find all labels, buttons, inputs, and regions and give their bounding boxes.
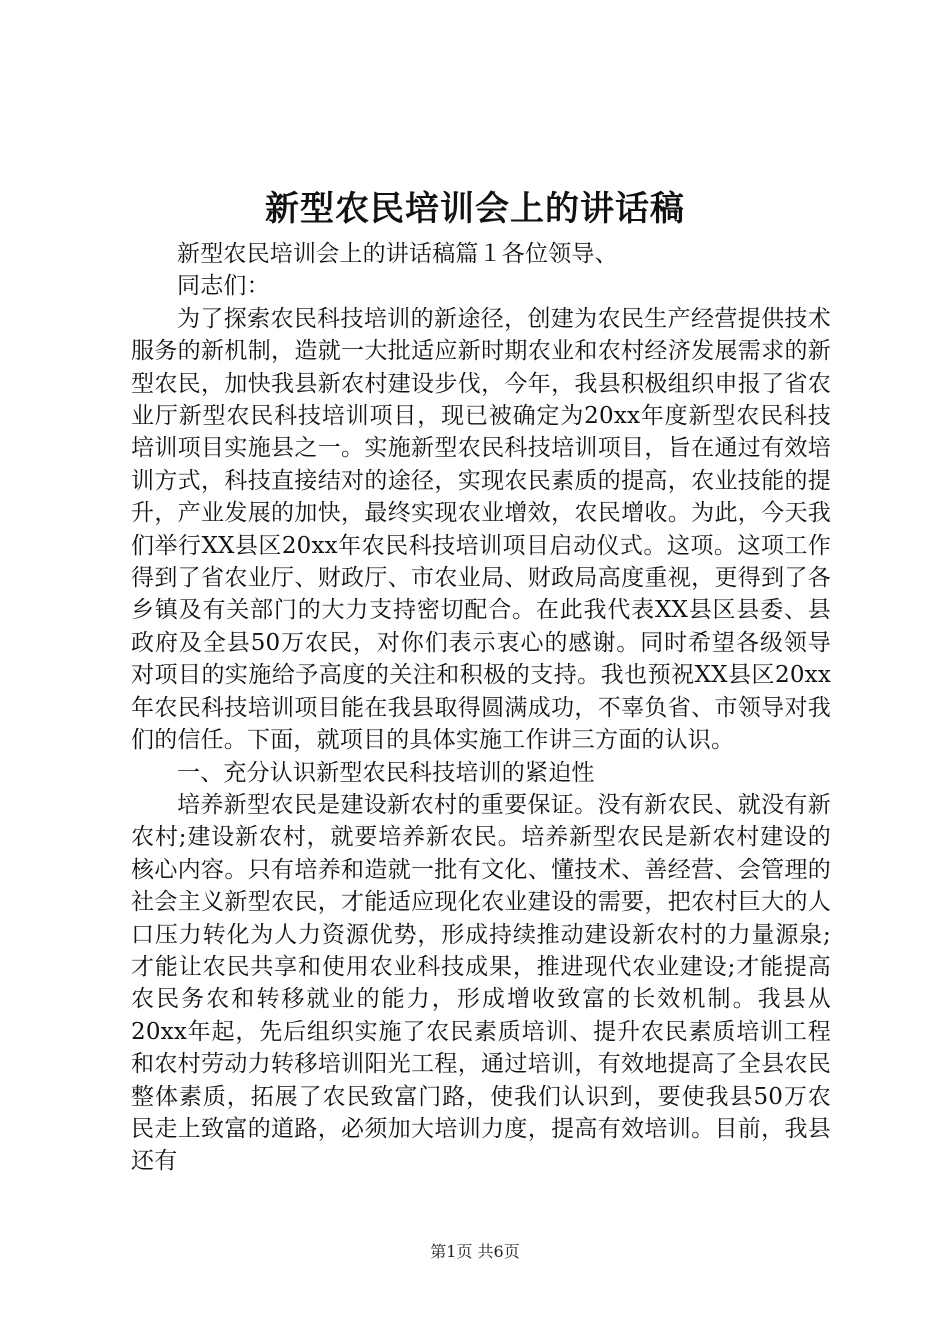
intro-line: 新型农民培训会上的讲话稿篇１各位领导、 [177, 241, 618, 267]
section-heading: 一、充分认识新型农民科技培训的紧迫性 [177, 759, 595, 786]
document-body [131, 238, 831, 1178]
paragraph: 培养新型农民是建设新农村的重要保证。没有新农民、就没有新农村;建设新农村，就要培养新农民。培养新型农民是新农村建设的核心内容。只有培养和造就一批有文化、懂技术、善经营、会管理的社会主义新型农民，才能适应现化农业建设的需要，把农村巨大的人口压力转化为人力资源优势，形成持续推动建设新农村的力量源泉;才能让农民共享和使用农业科技成果，推进现代农业建设;才能提高农民务农和转移就业的能力，形成增收致富的长效机制。我县从20xx年起，先后组织实施了农民素质培训、提升农民素质培训工程和农村劳动力转移培训阳光工程，通过培训，有效地提高了全县农民整体素质，拓展了农民致富门路，使我们认识到，要使我县50万农民走上致富的道路，必须加大培训力度，提高有效培训。目前，我县还有 [131, 791, 831, 1175]
paragraph: 为了探索农民科技培训的新途径，创建为农民生产经营提供技术服务的新机制，造就一大批适应新时期农业和农村经济发展需求的新型农民，加快我县新农村建设步伐，今年，我县积极组织申报了省农业厅新型农民科技培训项目，现已被确定为20xx年度新型农民科技培训项目实施县之一。实施新型农民科技培训项目，旨在通过有效培训方式，科技直接结对的途径，实现农民素质的提高，农业技能的提升，产业发展的加快，最终实现农业增效，农民增收。为此，今天我们举行XX县区20xx年农民科技培训项目启动仪式。这项。这项工作得到了省农业厅、财政厅、市农业局、财政局高度重视，更得到了各乡镇及有关部门的大力支持密切配合。在此我代表XX县区县委、县政府及全县50万农民，对你们表示衷心的感谢。同时希望各级领导对项目的实施给予高度的关注和积极的支持。我也预祝XX县区20xx年农民科技培训项目能在我县取得圆满成功，不辜负省、市领导对我们的信任。下面，就项目的具体实施工作讲三方面的认识。 [131, 305, 831, 754]
salutation-line: 同志们： [177, 273, 270, 300]
document-title: 新型农民培训会上的讲话稿 [265, 189, 685, 229]
page-footer: 第1页 共6页 [430, 1242, 520, 1261]
